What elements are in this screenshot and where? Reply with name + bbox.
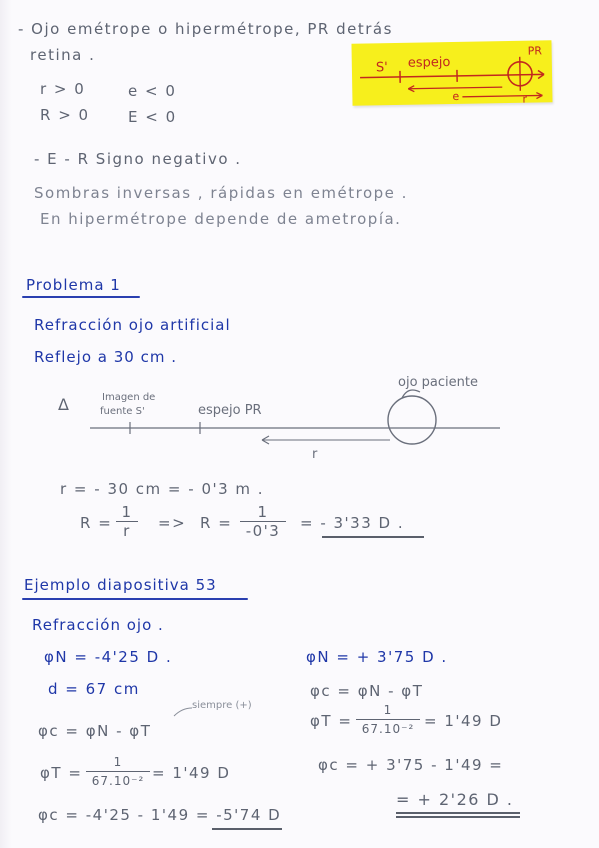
phi-c-formula-right: φc = φN - φT (310, 682, 424, 700)
note-e-negative: e < 0 (128, 82, 177, 100)
note-line-emetrope: - Ojo emétrope o hipermétrope, PR detrás (18, 20, 393, 38)
phi-n-left: φN = -4'25 D . (44, 648, 173, 666)
problema-1-subtitle-refraccion: Refracción ojo artificial (34, 316, 231, 334)
note-R-positive: R > 0 (40, 106, 90, 124)
note-shadows-1: Sombras inversas , rápidas en emétrope . (34, 184, 408, 202)
fraction-1-over-r (116, 504, 138, 539)
sticky-e-label: e (452, 89, 460, 103)
note-r-positive: r > 0 (40, 80, 86, 98)
diagram-image-label-1: Imagen de (102, 392, 156, 403)
diagram-r-label: r (312, 447, 318, 462)
note-shadows-2: En hipermétrope depende de ametropía. (40, 210, 402, 228)
siempre-pointer-arrow (172, 704, 196, 718)
fraction-1-over-0-3 (240, 504, 286, 539)
problema-1-underline (22, 296, 140, 298)
diagram-eye-label: ojo paciente (398, 375, 478, 390)
distance-d: d = 67 cm (48, 680, 140, 698)
right-result-underline-1 (396, 812, 520, 814)
note-E-negative: E < 0 (128, 108, 177, 126)
diagram-mirror-label: espejo PR (198, 403, 262, 418)
sticky-e-arrow (408, 87, 502, 89)
phi-c-right-result: = + 2'26 D . (396, 790, 514, 809)
note-line-retina: retina . (30, 46, 96, 64)
equation-R-right: R = (200, 514, 233, 532)
ejemplo-subtitle: Refracción ojo . (32, 616, 164, 634)
phi-c-formula-left: φc = φN - φT (38, 722, 152, 740)
fraction-numerator: 1 (257, 503, 269, 521)
diagram-image-label-2: fuente S' (100, 406, 145, 417)
fraction-denominator: 67.10⁻² (91, 774, 145, 788)
fraction-numerator: 1 (383, 703, 393, 717)
sticky-mirror-label: espejo (407, 55, 451, 71)
phi-t-label-left: φT = (40, 764, 83, 782)
section-title-problema-1: Problema 1 (26, 276, 121, 294)
sticky-note-diagram (351, 40, 552, 105)
equation-r-value: r = - 30 cm = - 0'3 m . (60, 480, 265, 498)
phi-t-value-left: = 1'49 D (152, 764, 231, 782)
note-sign-negative: - E - R Signo negativo . (34, 150, 242, 168)
phi-c-right-line-1: φc = + 3'75 - 1'49 = (318, 756, 504, 774)
diagram-eye-circle (388, 396, 436, 444)
phi-t-value-right: = 1'49 D (424, 712, 503, 730)
section-title-ejemplo: Ejemplo diapositiva 53 (24, 576, 217, 594)
fraction-denominator: r (123, 522, 131, 540)
sticky-pr-line (520, 57, 521, 91)
sticky-r-arrow (462, 95, 542, 96)
phi-c-result-left: φc = -4'25 - 1'49 = -5'74 D (38, 806, 282, 824)
problema-1-subtitle-reflejo: Reflejo a 30 cm . (34, 348, 177, 366)
equation-R-result: = - 3'33 D . (300, 514, 405, 532)
problema-1-diagram (40, 368, 520, 468)
right-result-underline-2 (396, 816, 520, 818)
fraction-denominator: -0'3 (245, 522, 281, 540)
phi-t-fraction-right (356, 702, 420, 737)
sticky-r-label: r (522, 92, 528, 106)
ejemplo-underline (22, 598, 248, 600)
siempre-positive-note: siempre (+) (192, 700, 252, 711)
sticky-note (351, 40, 552, 105)
fraction-numerator: 1 (121, 503, 133, 521)
diagram-corner-mark: Δ (58, 395, 69, 414)
phi-t-fraction-left (86, 754, 150, 789)
phi-t-label-right: φT = (310, 712, 353, 730)
phi-n-right: φN = + 3'75 D . (306, 648, 448, 666)
fraction-denominator: 67.10⁻² (361, 722, 415, 736)
fraction-numerator: 1 (113, 755, 123, 769)
sticky-s-label: S' (375, 60, 388, 76)
left-result-underline (212, 828, 282, 830)
result-underline (322, 536, 424, 538)
sticky-pr-label: PR (527, 44, 543, 58)
implies-arrow: => (158, 514, 187, 532)
equation-R-left: R = (80, 514, 113, 532)
